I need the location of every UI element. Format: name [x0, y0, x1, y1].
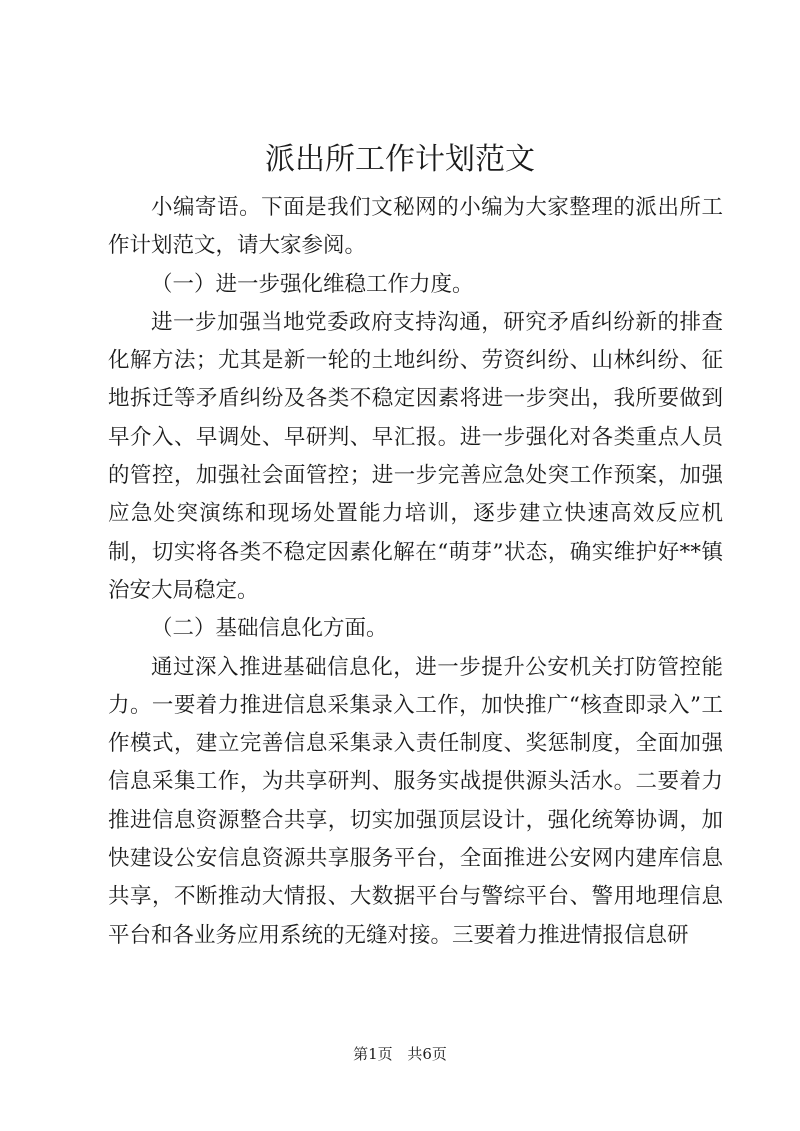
page-number: 第1页 — [353, 1045, 393, 1063]
section-heading-2: （二）基础信息化方面。 — [151, 616, 388, 642]
paragraph-section-1: 进一步加强当地党委政府支持沟通，研究矛盾纠纷新的排查化解方法；尤其是新一轮的土地纠纷、劳资纠纷、山林纠纷、征地拆迁等矛盾纠纷及各类不稳定因素将进一步突出，我所要做到早介入、早调处、早研判、早汇报。进一步强化对各类重点人员的管控，加强社会面管控；进一步完善应急处突工作预案，加强应急处突演练和现场处置能力培训，逐步建立快速高效反应机制，切实将各类不稳定因素化解在“萌芽”状态，确实维护好**镇治安大局稳定。 — [108, 309, 723, 603]
page-footer — [0, 1044, 800, 1064]
page-total: 共6页 — [407, 1045, 447, 1063]
paragraph-section-2: 通过深入推进基础信息化，进一步提升公安机关打防管控能力。一要着力推进信息采集录入工作，加快推广“核查即录入”工作模式，建立完善信息采集录入责任制度、奖惩制度，全面加强信息采集工作，为共享研判、服务实战提供源头活水。二要着力推进信息资源整合共享，切实加强顶层设计，强化统筹协调，加快建设公安信息资源共享服务平台，全面推进公安网内建库信息共享，不断推动大情报、大数据平台与警综平台、警用地理信息平台和各业务应用系统的无缝对接。三要着力推进情报信息研 — [108, 654, 723, 948]
section-heading-1: （一）进一步强化维稳工作力度。 — [151, 271, 474, 297]
paragraph-intro: 小编寄语。下面是我们文秘网的小编为大家整理的派出所工作计划范文，请大家参阅。 — [108, 195, 723, 259]
document-body — [108, 189, 723, 955]
document-title: 派出所工作计划范文 — [265, 142, 535, 177]
